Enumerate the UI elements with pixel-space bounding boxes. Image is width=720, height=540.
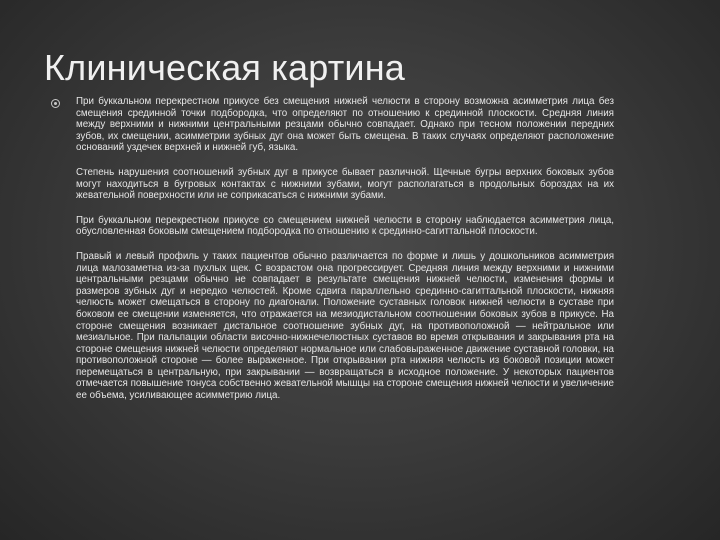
slide-title: Клиническая картина	[44, 47, 406, 88]
paragraph-2: Степень нарушения соотношений зубных дуг в прикусе бывает различной. Щечные бугры верхних боковых зубов могут находиться в бугровых контактах с нижними зубами, могут располагаться в продольных бороздах на их жевательной поверхности или не соприкасаться с нижними зубами.	[76, 166, 614, 202]
circle-bullet-icon	[51, 99, 60, 108]
paragraph-1: При буккальном перекрестном прикусе без смещения нижней челюсти в сторону возможна асимметрия лица без смещения срединной точки подбородка, что определяют по отношению к срединной плоскости. Средняя линия между верхними и нижними центральными резцами обычно совпадает. Однако при тесном положении передних зубов, их смещении, асимметрии зубных дуг она может быть смещена. В таких случаях определяют расположение оснований уздечек верхней и нижней губ, языка.	[76, 96, 614, 154]
paragraph-3: При буккальном перекрестном прикусе со смещением нижней челюсти в сторону наблюдается асимметрия лица, обусловленная боковым смещением подбородка по отношению к срединно-сагиттальной плоскости.	[76, 214, 614, 238]
paragraph-4: Правый и левый профиль у таких пациентов обычно различается по форме и лишь у дошкольников асимметрия лица малозаметна из-за пухлых щек. С возрастом она прогрессирует. Средняя линия между верхними и нижними центральными резцами обычно не совпадает в результате смещения нижней челюсти, изменения формы и размеров зубных дуг и нередко челюстей. Кроме сдвига параллельно срединно-сагиттальной плоскости, нижняя челюсть может смещаться в сторону по диагонали. Положение суставных головок нижней челюсти в суставе при боковом ее смещении изменяется, что отражается на мезиодистальном соотношении боковых зубов в прикусе. На стороне смещения возникает дистальное соотношение зубных дуг, на противоположной — нейтральное или мезиальное. При пальпации области височно-нижнечелюстных суставов во время открывания и закрывания рта на стороне смещения нижней челюсти определяют нормальное или слабовыраженное движение суставной головки, на противоположной стороне — более выраженное. При открывании рта нижняя челюсть из боковой позиции может перемещаться в центральную, при закрывании — возвращаться в исходное положение. У некоторых пациентов отмечается повышение тонуса собственно жевательной мышцы на стороне смещения нижней челюсти и увеличение ее объема, усиливающее асимметрию лица.	[76, 250, 614, 402]
slide-body	[76, 96, 614, 402]
